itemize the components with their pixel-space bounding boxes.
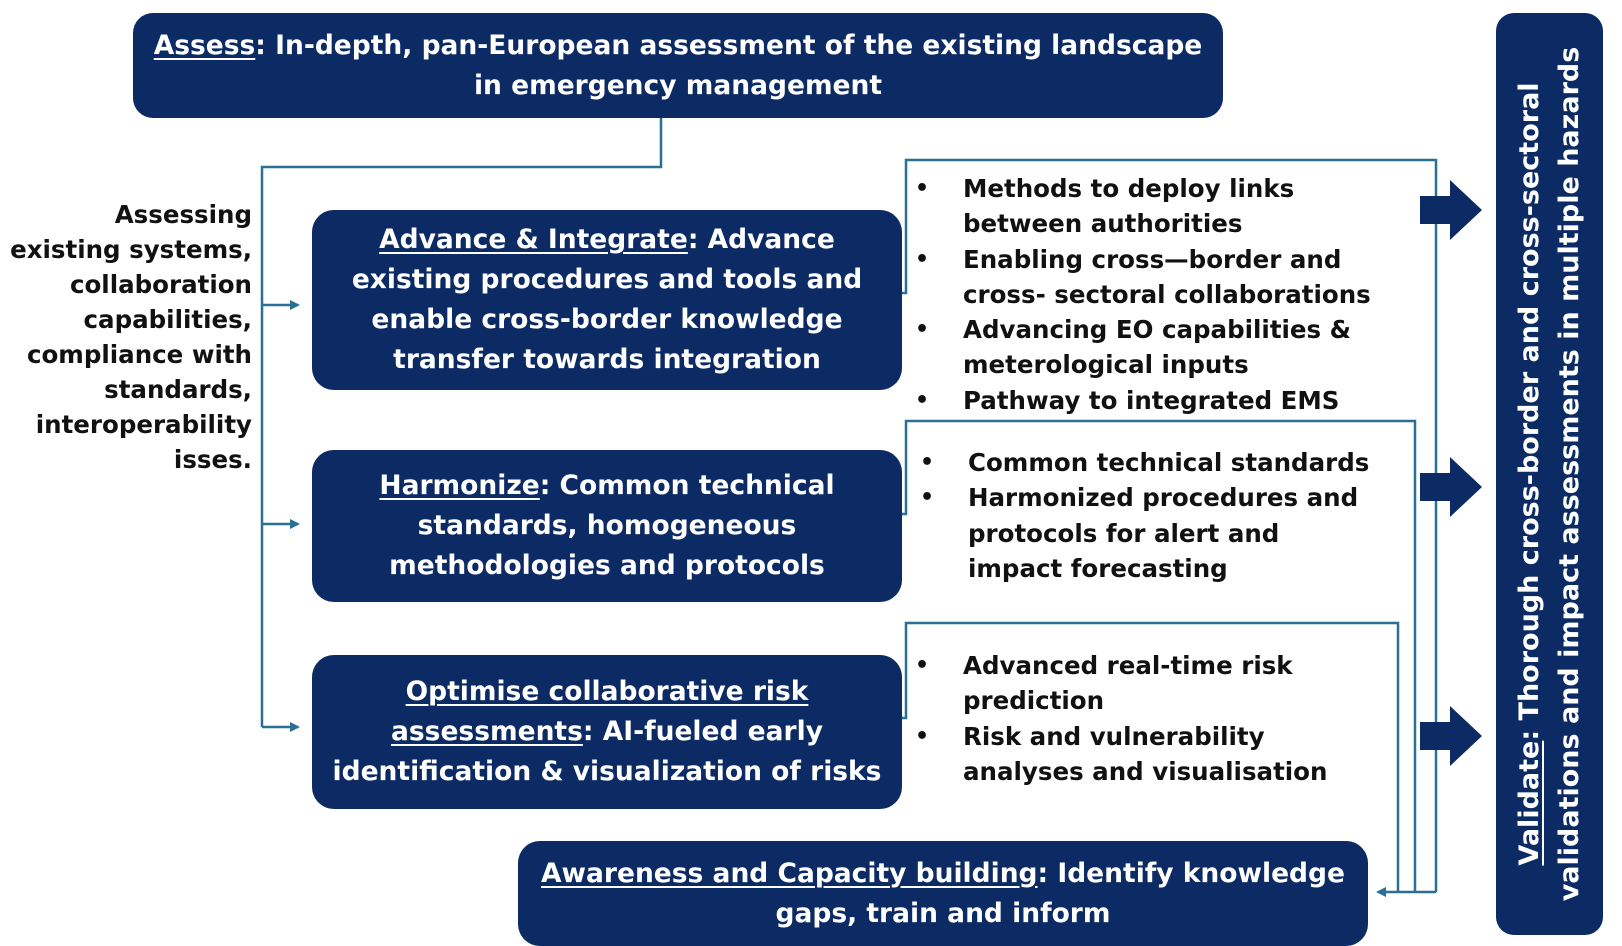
assess-text: : In-depth, pan-European assessment of the existing landscape in emergency management xyxy=(255,29,1203,101)
validate-box xyxy=(1496,13,1603,935)
optimise-title: Optimise collaborative risk assessments xyxy=(391,676,809,747)
advance-text: : Advance existing procedures and tools and enable cross-border knowledge transfer towards integration xyxy=(351,224,863,375)
list-item: • Advanced real-time risk prediction xyxy=(915,648,1385,719)
bullet-icon: • xyxy=(915,176,930,201)
optimise-bullet-list xyxy=(915,648,1385,789)
validate-text-line1: : Thorough cross-border and cross-sectoral xyxy=(1513,82,1545,741)
awareness-text: : Identify knowledge gaps, train and inform xyxy=(775,857,1345,929)
side-note: Assessing existing systems, collaboration capabilities, compliance with standards, interoperability isses. xyxy=(10,200,252,474)
advance-bullet-list xyxy=(915,171,1385,418)
harmonize-box xyxy=(312,450,902,602)
bullet-icon: • xyxy=(915,246,930,272)
bullet-icon: • xyxy=(920,485,935,511)
advance-integrate-box xyxy=(312,210,902,390)
list-item: • Harmonized procedures and protocols for alert and impact forecasting xyxy=(920,480,1380,586)
bullet-icon: • xyxy=(915,723,930,749)
optimise-box xyxy=(312,655,902,809)
advance-title: Advance & Integrate xyxy=(379,224,688,255)
assess-box xyxy=(133,13,1223,118)
harmonize-title: Harmonize xyxy=(379,470,540,501)
bullet-icon: • xyxy=(915,387,930,413)
list-item: • Pathway to integrated EMS xyxy=(915,383,1385,418)
awareness-box xyxy=(518,841,1368,946)
bullet-icon: • xyxy=(920,450,935,475)
block-arrow-harmonize xyxy=(1420,457,1482,517)
assess-title: Assess xyxy=(153,29,256,61)
validate-title: Validate xyxy=(1513,740,1545,866)
bullet-icon: • xyxy=(915,653,930,678)
bullet-icon: • xyxy=(915,317,930,343)
block-arrow-advance xyxy=(1420,180,1482,240)
optimise-text: : AI-fueled early identification & visualization of risks xyxy=(332,716,882,787)
harmonize-bullet-list xyxy=(920,445,1380,586)
list-item: • Advancing EO capabilities & meterological inputs xyxy=(915,312,1385,383)
list-item: • Methods to deploy links between authorities xyxy=(915,171,1385,242)
block-arrow-optimise xyxy=(1420,706,1482,766)
list-item: • Enabling cross—border and cross- sectoral collaborations xyxy=(915,242,1385,313)
validate-text-line2: validations and impact assessments in multiple hazards xyxy=(1553,46,1585,902)
harmonize-text: : Common technical standards, homogeneous methodologies and protocols xyxy=(389,470,835,581)
awareness-title: Awareness and Capacity building xyxy=(541,857,1038,889)
list-item: • Risk and vulnerability analyses and visualisation xyxy=(915,719,1385,790)
list-item: • Common technical standards xyxy=(920,445,1380,480)
